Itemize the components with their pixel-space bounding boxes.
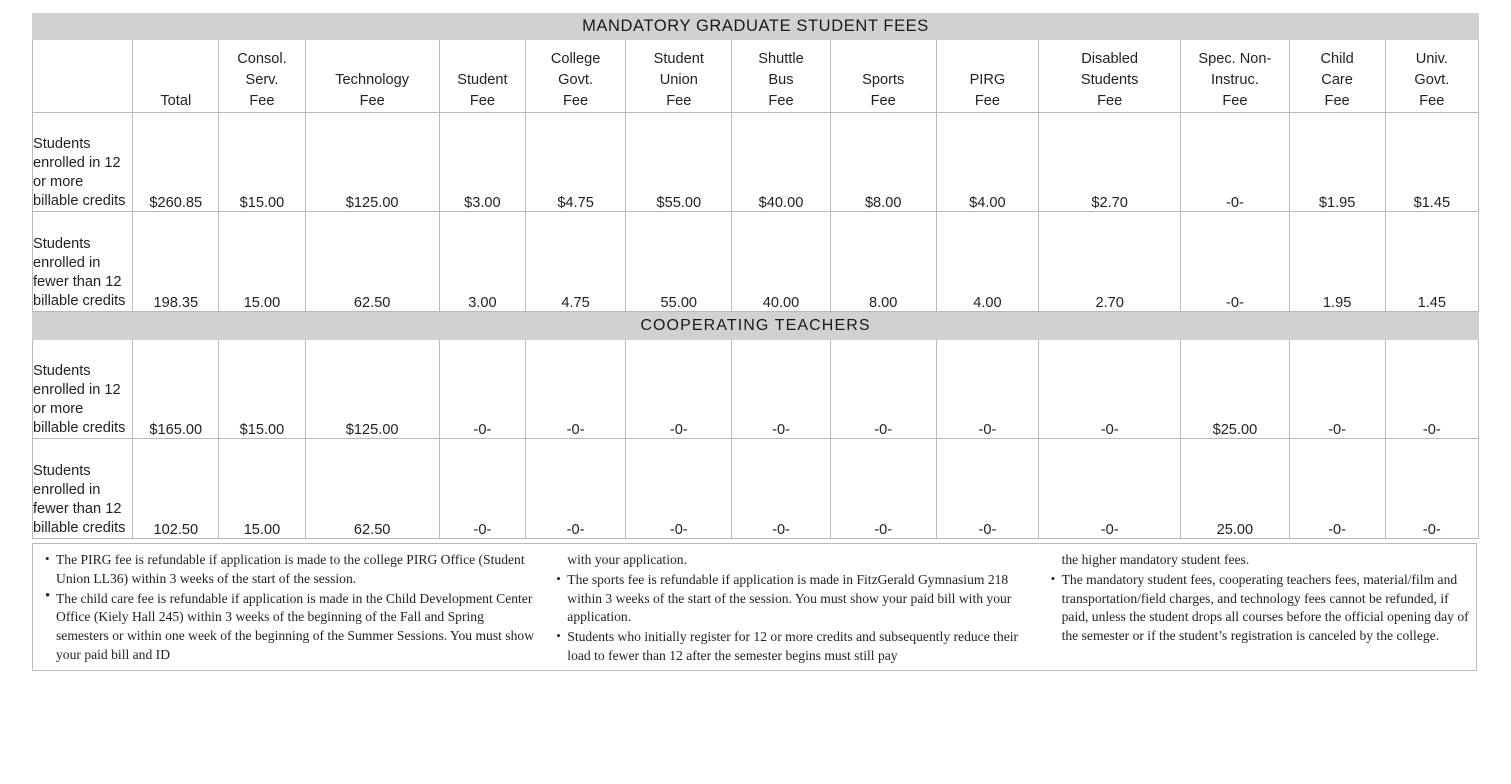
- cell-univ-govt: $1.45: [1385, 113, 1478, 212]
- cell-student: -0-: [439, 439, 525, 539]
- row-label: Students enrolled in fewer than 12 billable credits: [33, 439, 133, 539]
- cell-college-govt: 4.75: [525, 212, 625, 312]
- column-header-consol-serv-fee: Consol. Serv. Fee: [219, 40, 305, 113]
- table-row: [33, 340, 1479, 439]
- cell-total: $165.00: [133, 340, 219, 439]
- banner-row-mandatory: [33, 14, 1479, 40]
- bullet-icon: •: [556, 628, 561, 643]
- column-header-pirg-fee: PIRG Fee: [936, 40, 1038, 113]
- column-header-spec-non-instruc-fee: Spec. Non- Instruc. Fee: [1181, 40, 1289, 113]
- bullet-icon: •: [45, 551, 50, 566]
- bullet-icon: •: [1050, 570, 1056, 586]
- cell-univ-govt: -0-: [1385, 340, 1478, 439]
- column-header-student-union-fee: Student Union Fee: [626, 40, 732, 113]
- column-header-sports-fee: Sports Fee: [830, 40, 936, 113]
- section-banner-mandatory: MANDATORY GRADUATE STUDENT FEES: [33, 14, 1479, 40]
- cell-sports: $8.00: [830, 113, 936, 212]
- cell-disabled-students: -0-: [1039, 340, 1181, 439]
- fees-document: [32, 13, 1479, 671]
- column-header-shuttle-bus-fee: Shuttle Bus Fee: [732, 40, 830, 113]
- cell-shuttle-bus: 40.00: [732, 212, 830, 312]
- cell-disabled-students: 2.70: [1039, 212, 1181, 312]
- cell-disabled-students: -0-: [1039, 439, 1181, 539]
- cell-student-union: -0-: [626, 340, 732, 439]
- mandatory-fees-table: [32, 13, 1479, 539]
- row-label: Students enrolled in 12 or more billable credits: [33, 113, 133, 212]
- cell-college-govt: -0-: [525, 439, 625, 539]
- cell-consol-serv: 15.00: [219, 439, 305, 539]
- column-header-total: Total: [133, 40, 219, 113]
- cell-technology: $125.00: [305, 113, 439, 212]
- cell-student: 3.00: [439, 212, 525, 312]
- footnote-continuation: with your application.: [567, 552, 687, 567]
- cell-technology: 62.50: [305, 439, 439, 539]
- footnote-column-2: [537, 551, 1036, 670]
- footnotes-box: [32, 543, 1477, 671]
- cell-technology: 62.50: [305, 212, 439, 312]
- table-row: [33, 113, 1479, 212]
- cell-child-care: 1.95: [1289, 212, 1385, 312]
- footnote-text: The sports fee is refundable if application is made in FitzGerald Gymnasium 218 within 3 weeks of the start of the session. You must show your paid bill with your application.: [567, 571, 1012, 625]
- cell-consol-serv: 15.00: [219, 212, 305, 312]
- table-row: [33, 212, 1479, 312]
- cell-shuttle-bus: $40.00: [732, 113, 830, 212]
- footnote-item-child-care: [45, 587, 537, 665]
- footnote-item-sports: [556, 571, 1036, 627]
- cell-spec-non-instruc: 25.00: [1181, 439, 1289, 539]
- cell-total: $260.85: [133, 113, 219, 212]
- footnote-text: The PIRG fee is refundable if application is made to the college PIRG Office (Student Union LL36) within 3 weeks of the start of the session.: [56, 552, 525, 586]
- footnote-item-credit-reduction: [556, 628, 1036, 666]
- cell-technology: $125.00: [305, 340, 439, 439]
- bullet-icon: •: [45, 587, 51, 604]
- footnote-item-pirg: [45, 551, 537, 589]
- cell-total: 102.50: [133, 439, 219, 539]
- column-header-child-care-fee: Child Care Fee: [1289, 40, 1385, 113]
- cell-student-union: $55.00: [626, 113, 732, 212]
- footnote-text: The mandatory student fees, cooperating teachers fees, material/film and transportation/field charges, and technology fees cannot be refunded, if paid, unless the student drops all courses before the official opening day of the semester or if the student’s registration is canceled by the college.: [1061, 571, 1469, 643]
- cell-shuttle-bus: -0-: [732, 439, 830, 539]
- cell-sports: -0-: [830, 340, 936, 439]
- column-header-blank: [33, 40, 133, 113]
- column-header-student-fee: Student Fee: [439, 40, 525, 113]
- column-header-disabled-students-fee: Disabled Students Fee: [1039, 40, 1181, 113]
- cell-consol-serv: $15.00: [219, 113, 305, 212]
- cell-pirg: $4.00: [936, 113, 1038, 212]
- cell-student: -0-: [439, 340, 525, 439]
- cell-college-govt: $4.75: [525, 113, 625, 212]
- footnote-column-1: [33, 551, 537, 670]
- cell-spec-non-instruc: $25.00: [1181, 340, 1289, 439]
- cell-pirg: -0-: [936, 439, 1038, 539]
- cell-sports: -0-: [830, 439, 936, 539]
- footnote-continuation: the higher mandatory student fees.: [1061, 552, 1250, 567]
- cell-total: 198.35: [133, 212, 219, 312]
- cell-univ-govt: 1.45: [1385, 212, 1478, 312]
- cell-shuttle-bus: -0-: [732, 340, 830, 439]
- cell-spec-non-instruc: -0-: [1181, 212, 1289, 312]
- cell-student-union: -0-: [626, 439, 732, 539]
- footnote-text: The child care fee is refundable if application is made in the Child Development Center Office (Kiely Hall 245) within 3 weeks of the beginning of the Fall and Spring semesters or within one week of the beginning of the Summer Sessions. You must show your paid bill and ID: [56, 590, 535, 662]
- cell-sports: 8.00: [830, 212, 936, 312]
- cell-college-govt: -0-: [525, 340, 625, 439]
- cell-child-care: $1.95: [1289, 113, 1385, 212]
- cell-student: $3.00: [439, 113, 525, 212]
- footnote-column-3: [1037, 551, 1476, 670]
- cell-univ-govt: -0-: [1385, 439, 1478, 539]
- row-label: Students enrolled in 12 or more billable credits: [33, 340, 133, 439]
- footnote-item-nonrefundable: [1051, 571, 1476, 646]
- table-row: [33, 439, 1479, 539]
- cell-child-care: -0-: [1289, 340, 1385, 439]
- cell-consol-serv: $15.00: [219, 340, 305, 439]
- column-header-technology-fee: Technology Fee: [305, 40, 439, 113]
- cell-spec-non-instruc: -0-: [1181, 113, 1289, 212]
- cell-pirg: 4.00: [936, 212, 1038, 312]
- footnote-text: Students who initially register for 12 or more credits and subsequently reduce their load to fewer than 12 after the semester begins must still pay: [567, 629, 1019, 663]
- column-header-univ-govt-fee: Univ. Govt. Fee: [1385, 40, 1478, 113]
- banner-row-cooperating-teachers: [33, 312, 1479, 340]
- cell-disabled-students: $2.70: [1039, 113, 1181, 212]
- bullet-icon: •: [556, 570, 561, 586]
- row-label: Students enrolled in fewer than 12 billable credits: [33, 212, 133, 312]
- column-header-row: [33, 40, 1479, 113]
- column-header-college-govt-fee: College Govt. Fee: [525, 40, 625, 113]
- cell-child-care: -0-: [1289, 439, 1385, 539]
- section-banner-cooperating-teachers: COOPERATING TEACHERS: [33, 312, 1479, 340]
- cell-student-union: 55.00: [626, 212, 732, 312]
- cell-pirg: -0-: [936, 340, 1038, 439]
